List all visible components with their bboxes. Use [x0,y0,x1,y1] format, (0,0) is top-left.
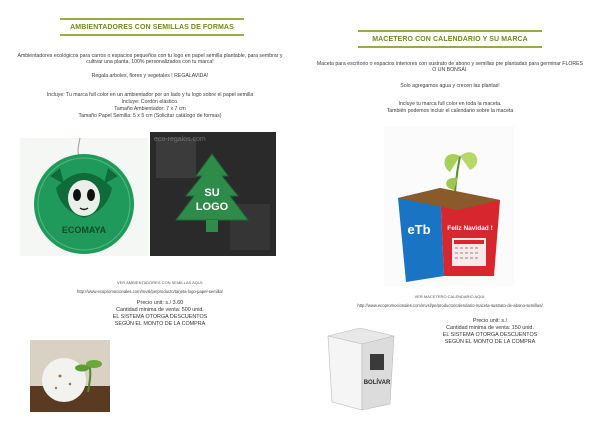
planter-box-image [322,324,400,414]
left-includes-1: Incluye: Tu marca full color en un ambientador por un lado y tu logo sobre el papel semilla [46,92,254,98]
title-rule-bottom [358,46,542,48]
right-tagline: Solo agregamos agua y crecen las plantas! [400,83,500,89]
left-includes-3: Tamaño Ambientador: 7 x 7 cm [114,106,186,112]
tree-air-freshener-image [150,132,276,256]
right-title: MACETERO CON CALENDARIO Y SU MARCA [372,36,528,43]
left-intro: Ambientadores ecológicos para carros o espacios pequeños con tu logo en papel semilla plantable, para sembrar y cultivar una planta, 100% personalizados con tu marca! [17,53,283,66]
left-includes-4: Tamaño Papel Semilla: 5 x 5 cm (Solicitar catálogo de formas) [78,113,222,119]
right-caption: VER MACETERO CALENDARIO AQUI: [414,294,486,299]
right-includes-2: También podemos incluir el calendario sobre la maceta [386,108,514,114]
left-price-2: Cantidad minima de venta: 500 unid. [116,307,204,313]
right-title-block [358,30,542,48]
round-air-freshener-image [20,138,148,256]
title-rule-bottom [60,34,244,36]
planter-illustration [384,126,514,286]
left-title-block [60,18,244,36]
right-panel [300,0,600,424]
right-url-link[interactable]: http://www.ecopromocionales.com/mvsl/pe/producto/calendario-maceta-sustrato-de-abono-semillas/ [357,303,543,308]
left-price-1: Precio unit: s./ 3.60 [136,300,184,306]
left-title: AMBIENTADORES CON SEMILLAS DE FORMAS [70,24,234,31]
left-caption: VER AMBIENTADORES CON SEMILLAS AQUI: [117,280,203,285]
right-price-2: Cantidad minima de venta: 150 unid. [446,325,534,331]
tree-logo-line-1: SU [204,187,220,199]
right-price-1: Precio unit: s./ [472,318,508,324]
pot-greeting-text: Feliz Navidad ! [447,225,493,232]
right-price-4: SEGÚN EL MONTO DE LA COMPRA [444,339,536,345]
seed-paper-photo [30,340,110,412]
box-brand-text: BOLÍVAR [363,380,391,386]
left-price-3: EL SISTEMA OTORGA DESCUENTOS [112,314,208,320]
round-badge-illustration [20,138,148,256]
right-price-3: EL SISTEMA OTORGA DESCUENTOS [442,332,538,338]
box-illustration [322,324,400,414]
left-url-link[interactable]: http://www.ecopromocionales.com/mvsl/pe/producto/tarjeta-logo-papel-semilla/ [77,289,223,294]
tree-logo-line-2: LOGO [195,201,229,213]
left-price-4: SEGÚN EL MONTO DE LA COMPRA [114,321,206,327]
left-tagline: Regala arboles, flores y vegetales ! REGALAVIDA! [91,73,209,79]
seed-paper-illustration [30,340,110,412]
left-includes-2: Incluye: Cordón elástico. [121,99,179,105]
right-includes-1: Incluye tu marca full color en toda la maceta. [398,101,502,107]
watermark-text: eco-regalos.com [154,136,206,143]
pot-logo-text: eTb [407,222,431,237]
planter-calendar-image [384,126,514,286]
badge-brand-text: ECOMAYA [61,225,107,235]
tree-logo-illustration [150,132,276,256]
right-intro: Maceta para escritorio o espacios interiores con sustrato de abono y semillas pre plantadas para germinar FLORES O UN BONSÁI. [316,61,584,74]
